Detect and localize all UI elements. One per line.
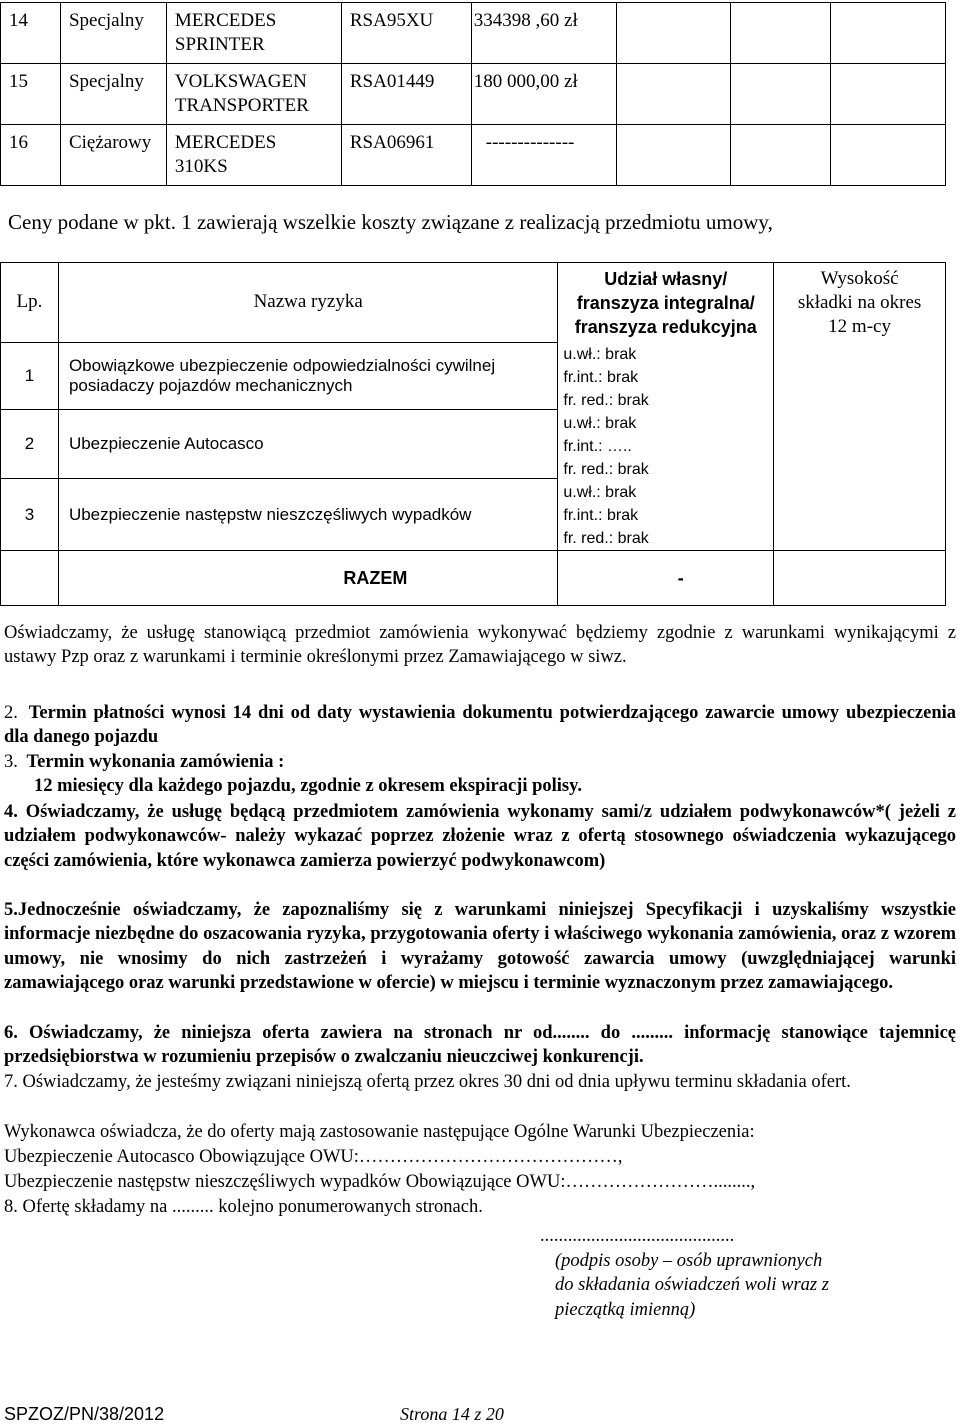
vehicle-type: Specjalny xyxy=(60,3,166,64)
table-row xyxy=(1,64,946,125)
paragraph-7: 7. Oświadczamy, że jesteśmy związani niniejszą ofertą przez okres 30 dni od dnia upływu terminu składania ofert. xyxy=(4,1072,851,1092)
signature-block xyxy=(540,1224,829,1322)
table-row xyxy=(1,125,946,186)
paragraph-6: 6. Oświadczamy, że niniejsza oferta zawiera na stronach nr od........ do ......... informację stanowiące tajemnicę przedsiębiorstwa w rozumieniu przepisów o zwalczaniu nieuczciwej konkurencji. xyxy=(4,1023,956,1068)
r2-uwl: u.wł.: brak xyxy=(563,415,637,432)
vehicle-no: 14 xyxy=(1,3,61,64)
paragraph-4: 4. Oświadczamy, że usługę będącą przedmiotem zamówienia wykonamy sami/z udziałem podwykonawców*( jeżeli z udziałem podwykonawców- należy wykazać poprzez złożenie wraz z ofertą stosownego oświadczenia wykazującego części zamówienia, które wykonawca zamierza powierzyć podwykonawcom) xyxy=(4,802,956,871)
vehicle-type: Ciężarowy xyxy=(60,125,166,186)
paragraph-3: 3. Termin wykonania zamówienia : xyxy=(4,752,285,772)
risk-name: Obowiązkowe ubezpieczenie odpowiedzialności cywilnej posiadaczy pojazdów mechanicznych xyxy=(58,342,557,409)
vehicle-reg: RSA06961 xyxy=(341,125,471,186)
risk-table xyxy=(0,262,946,606)
vehicle-model: VOLKSWAGEN TRANSPORTER xyxy=(166,64,341,125)
r2-frint: fr.int.: ….. xyxy=(563,438,632,455)
r1-frred: fr. red.: brak xyxy=(563,392,649,409)
page-number: Strona 14 z 20 xyxy=(400,1404,504,1424)
r1-frint: fr.int.: brak xyxy=(563,369,639,386)
signature-dots: .......................................... xyxy=(540,1226,735,1246)
risk-name-header: Nazwa ryzyka xyxy=(58,263,557,343)
total-label: RAZEM xyxy=(58,551,557,606)
vehicle-no: 16 xyxy=(1,125,61,186)
r3-frint: fr.int.: brak xyxy=(563,507,639,524)
r2-frred: fr. red.: brak xyxy=(563,461,649,478)
vehicle-no: 15 xyxy=(1,64,61,125)
r3-frred: fr. red.: brak xyxy=(563,530,649,547)
paragraph-8: 8. Ofertę składamy na ......... kolejno ponumerowanych stronach. xyxy=(4,1197,483,1217)
premium-header: Wysokość składki na okres 12 m-cy xyxy=(774,263,946,551)
vehicle-reg: RSA01449 xyxy=(341,64,471,125)
risk-lp: 3 xyxy=(1,479,59,551)
risk-name: Ubezpieczenie Autocasco xyxy=(58,410,557,479)
risk-header-row xyxy=(1,263,946,343)
vehicle-value: -------------- xyxy=(471,125,616,186)
share-header: Udział własny/ franszyza integralna/ franszyza redukcyjna u.wł.: brak fr.int.: brak fr. red.: brak u.wł.: brak fr.int.: ….. fr. red.: brak u.wł.: brak fr.int.: brak fr. red.: brak xyxy=(558,263,774,551)
paragraph-3b: 12 miesięcy dla każdego pojazdu, zgodnie z okresem ekspiracji polisy. xyxy=(34,776,582,796)
vehicle-model: MERCEDES SPRINTER xyxy=(166,3,341,64)
signature-line-2: do składania oświadczeń woli wraz z xyxy=(555,1275,829,1295)
risk-lp: 1 xyxy=(1,342,59,409)
signature-line-1: (podpis osoby – osób uprawnionych xyxy=(555,1250,823,1271)
total-value: - xyxy=(558,551,774,606)
paragraph-5: 5.Jednocześnie oświadczamy, że zapoznaliśmy się z warunkami niniejszej Specyfikacji i uzyskaliśmy wszystkie informacje niezbędne do oszacowania ryzyka, przygotowania oferty i właściwego wykonania zamówienia, oraz z wzorem umowy, nie wnosimy do nich zastrzeżeń i wyrażamy gotowość zawarcia umowy (uwzględniającej warunki zamawiającego oraz warunki przedstawione w ofercie) w miejscu i terminie wyznaczonym przez zamawiającego. xyxy=(4,900,956,993)
price-note: Ceny podane w pkt. 1 zawierają wszelkie koszty związane z realizacją przedmiotu umowy, xyxy=(8,210,773,234)
signature-line-3: pieczątką imienną) xyxy=(555,1299,696,1320)
vehicle-value: 180 000,00 zł xyxy=(471,64,616,125)
paragraph-owu: Wykonawca oświadcza, że do oferty mają zastosowanie następujące Ogólne Warunki Ubezpieczenia: xyxy=(4,1122,755,1142)
risk-name: Ubezpieczenie następstw nieszczęśliwych wypadków xyxy=(58,479,557,551)
paragraph-2: 2. Termin płatności wynosi 14 dni od daty wystawienia dokumentu potwierdzającego zawarcie umowy ubezpieczenia dla danego pojazdu xyxy=(4,703,957,748)
r3-uwl: u.wł.: brak xyxy=(563,484,637,501)
lp-header: Lp. xyxy=(1,263,59,343)
vehicles-table xyxy=(0,2,946,186)
paragraph-1: Oświadczamy, że usługę stanowiącą przedmiot zamówienia wykonywać będziemy zgodnie z warunkami wynikającymi z ustawy Pzp oraz z warunkami i terminie określonymi przez Zamawiającego w siwz. xyxy=(4,623,956,668)
vehicle-model: MERCEDES 310KS xyxy=(166,125,341,186)
vehicle-value: 334398 ,60 zł xyxy=(471,3,616,64)
total-row xyxy=(1,551,946,606)
risk-lp: 2 xyxy=(1,410,59,479)
vehicle-type: Specjalny xyxy=(60,64,166,125)
paragraph-owu-ac: Ubezpieczenie Autocasco Obowiązujące OWU:……………………………………, xyxy=(4,1147,623,1167)
paragraph-owu-nnw: Ubezpieczenie następstw nieszczęśliwych wypadków Obowiązujące OWU:……………………........, xyxy=(4,1172,756,1192)
r1-uwl: u.wł.: brak xyxy=(563,346,637,363)
vehicle-reg: RSA95XU xyxy=(341,3,471,64)
document-reference: SPZOZ/PN/38/2012 xyxy=(4,1404,165,1424)
table-row xyxy=(1,3,946,64)
